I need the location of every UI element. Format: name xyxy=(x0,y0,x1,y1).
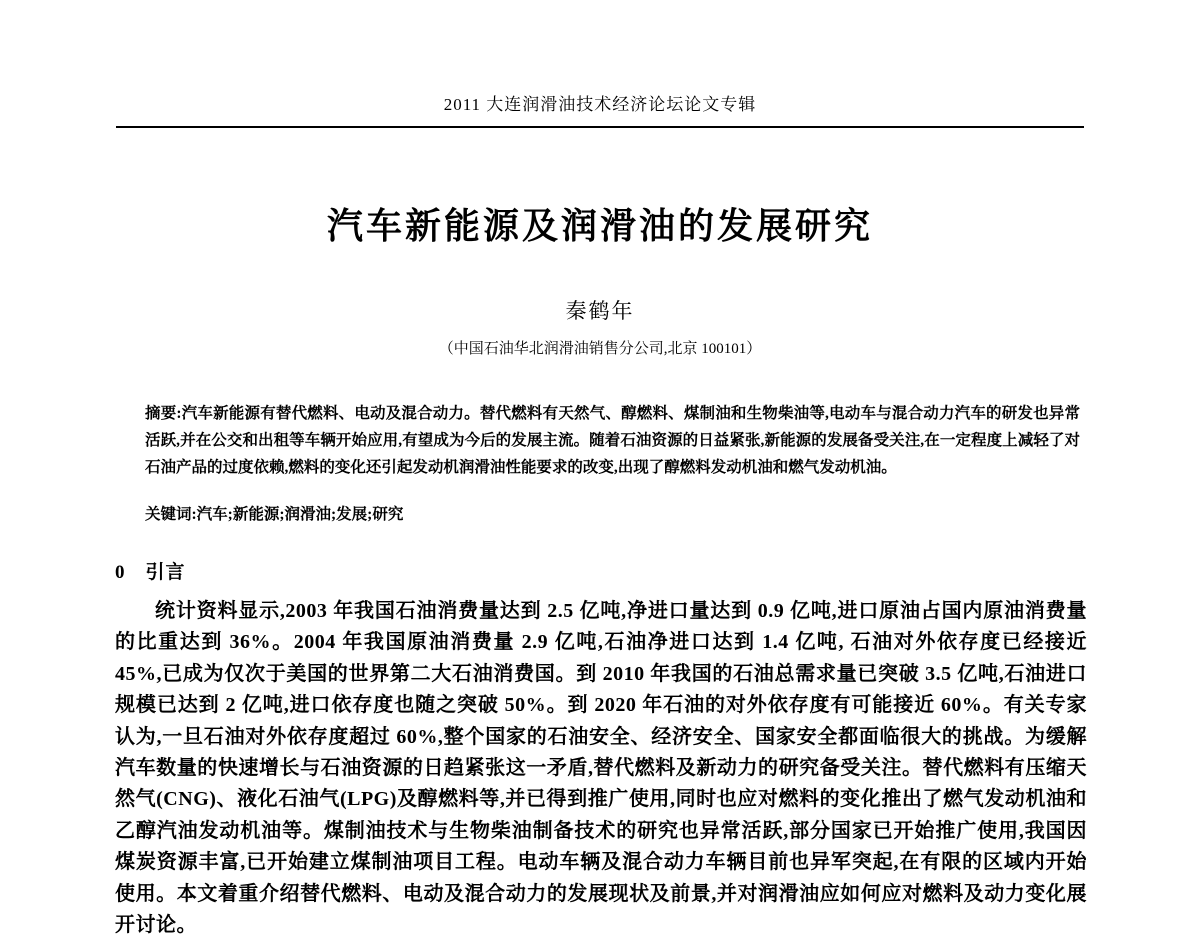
abstract xyxy=(145,400,1080,481)
keywords-text: 汽车;新能源;润滑油;发展;研究 xyxy=(196,506,404,523)
section-title: 引言 xyxy=(145,562,186,583)
section-heading xyxy=(115,557,1200,584)
keywords-label: 关键词: xyxy=(145,506,197,523)
section-number: 0 xyxy=(115,562,126,583)
journal-header: 2011 大连润滑油技术经济论坛论文专辑 xyxy=(443,95,757,114)
abstract-text: 汽车新能源有替代燃料、电动及混合动力。替代燃料有天然气、醇燃料、煤制油和生物柴油等,电动车与混合动力汽车的研发也异常活跃,并在公交和出租等车辆开始应用,有望成为今后的发展主流。随着石油资源的日益紧张,新能源的发展备受关注,在一定程度上减轻了对石油产品的过度依赖,燃料的变化还引起发动机润滑油性能要求的改变,出现了醇燃料发动机油和燃气发动机油。 xyxy=(145,405,1080,476)
paper-title: 汽车新能源及润滑油的发展研究 xyxy=(326,206,873,246)
abstract-label: 摘要: xyxy=(145,405,182,422)
author-affiliation: （中国石油华北润滑油销售分公司,北京 100101） xyxy=(438,341,762,357)
header-rule xyxy=(116,126,1084,128)
body-paragraph: 统计资料显示,2003 年我国石油消费量达到 2.5 亿吨,净进口量达到 0.9 亿吨,进口原油占国内原油消费量的比重达到 36%。2004 年我国原油消费量 2.9 亿吨,石油净进口达到 1.4 亿吨, 石油对外依存度已经接近 45%,已成为仅次于美国的世界第二大石油消费国。到 2010 年我国的石油总需求量已突破 3.5 亿吨,石油进口规模已达到 2 亿吨,进口依存度也随之突破 50%。到 2020 年石油的对外依存度有可能接近 60%。有关专家认为,一旦石油对外依存度超过 60%,整个国家的石油安全、经济安全、国家安全都面临很大的挑战。为缓解汽车数量的快速增长与石油资源的日趋紧张这一矛盾,替代燃料及新动力的研究备受关注。替代燃料有压缩天然气(CNG)、液化石油气(LPG)及醇燃料等,并已得到推广使用,同时也应对燃料的变化推出了燃气发动机油和乙醇汽油发动机油等。煤制油技术与生物柴油制备技术的研究也异常活跃,部分国家已开始推广使用,我国因煤炭资源丰富,已开始建立煤制油项目工程。电动车辆及混合动力车辆目前也异军突起,在有限的区域内开始使用。本文着重介绍替代燃料、电动及混合动力的发展现状及前景,并对润滑油应如何应对燃料及动力变化展开讨论。 xyxy=(115,600,1087,937)
author-name: 秦鹤年 xyxy=(565,299,635,323)
keywords xyxy=(145,503,1080,527)
